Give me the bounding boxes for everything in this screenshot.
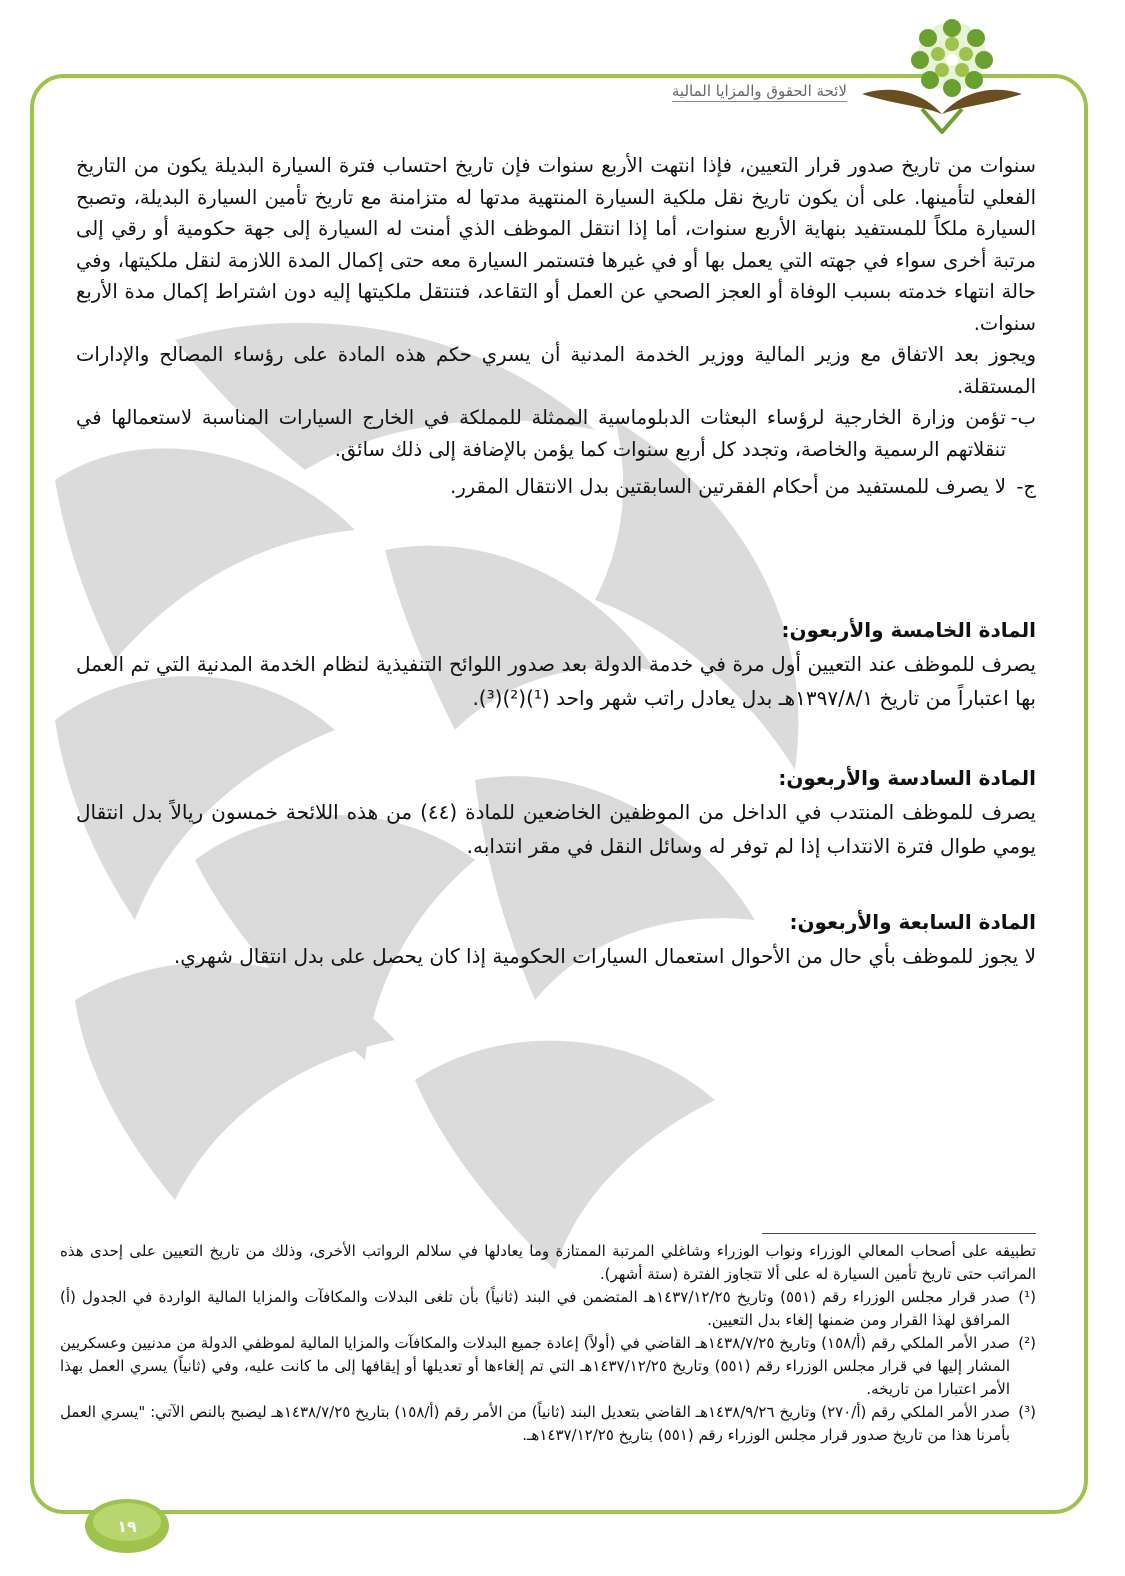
list-item-text: تؤمن وزارة الخارجية لرؤساء البعثات الدبلوماسية الممثلة للمملكة في الخارج السيارات المناسبة لاستعمالها في تنقلاتهم الرسمية والخاصة، وتجدد كل أربع سنوات كما يؤمن بالإضافة إلى ذلك سائق. <box>76 406 1006 461</box>
footnote <box>60 1332 1036 1401</box>
paragraph: سنوات من تاريخ صدور قرار التعيين، فإذا انتهت الأربع سنوات فإن تاريخ احتساب فترة السيارة البديلة يكون من التاريخ الفعلي لتأمينها. على أن يكون تاريخ نقل ملكية السيارة المنتهية مدتها له متزامنة مع تاريخ تأمين السيارة البديلة، وتصبح السيارة ملكاً للمستفيد بنهاية الأربع سنوات، أما إذا انتقل الموظف الذي أمنت له السيارة إلى جهة حكومية أو رقي إلى مرتبة أخرى سواء في جهته التي يعمل بها أو في غيرها فتستمر السيارة معه حتى إكمال المدة اللازمة لنقل ملكيتها، وفي حالة انتهاء خدمته بسبب الوفاة أو العجز الصحي عن العمل أو التقاعد، فتنتقل ملكيتها إليه دون اشتراط إكمال مدة الأربع سنوات. <box>76 154 1036 335</box>
article-title: المادة السادسة والأربعون: <box>778 765 1036 790</box>
article-body: يصرف للموظف المنتدب في الداخل من الموظفين الخاضعين للمادة (٤٤) من هذه اللائحة خمسون ريالاً بدل انتقال يومي طوال فترة الانتداب إذا لم توفر له وسائل النقل في مقر انتدابه. <box>76 799 1036 858</box>
article-body: يصرف للموظف عند التعيين أول مرة في خدمة الدولة بعد صدور اللوائح التنفيذية لنظام الخدمة المدنية التي تم العمل بها اعتباراً من تاريخ ١٣٩٧/٨/١هـ بدل يعادل راتب شهر واحد (¹)(²)(³). <box>76 651 1036 710</box>
article-title: المادة الخامسة والأربعون: <box>781 617 1036 642</box>
article-body: لا يجوز للموظف بأي حال من الأحوال استعمال السيارات الحكومية إذا كان يحصل على بدل انتقال شهري. <box>173 943 1036 968</box>
footnote <box>60 1401 1036 1447</box>
footnote <box>60 1286 1036 1332</box>
footnote-continuation: تطبيقه على أصحاب المعالي الوزراء ونواب الوزراء وشاغلي المرتبة الممتازة وما يعادلها في سلالم الرواتب الأخرى، وذلك من تاريخ التعيين على إحدى هذه المراتب حتى تاريخ تأمين السيارة له على ألا تتجاوز الفترة (ستة أشهر). <box>60 1242 1036 1283</box>
paragraph: ويجوز بعد الاتفاق مع وزير المالية ووزير الخدمة المدنية أن يسري حكم هذه المادة على رؤساء المصالح والإدارات المستقلة. <box>76 343 1036 398</box>
list-item-text: لا يصرف للمستفيد من أحكام الفقرتين السابقتين بدل الانتقال المقرر. <box>450 475 1006 498</box>
footnote-text: صدر الأمر الملكي رقم (أ/١٥٨) وتاريخ ١٤٣٨/٧/٢٥هـ القاضي في (أولاً) إعادة جميع البدلات والمكافآت والمزايا المالية لموظفي الدولة من مدنيين وعسكريين المشار إليها في قرار مجلس الوزراء رقم (٥٥١) وتاريخ ١٤٣٧/١٢/٢٥هـ التي تم إلغاءها أو تعديلها أو إيقافها إلى ما كانت عليه، وفي (ثانياً) يسري العمل بهذا الأمر اعتبارا من تاريخه. <box>60 1334 1011 1398</box>
list-item <box>76 402 1036 465</box>
footnote-label: (²) <box>1018 1334 1036 1352</box>
list-item-label: ج- <box>1016 475 1036 498</box>
list-item <box>76 471 1036 503</box>
footnotes <box>60 1240 1036 1447</box>
footnote-label: (¹) <box>1018 1288 1036 1306</box>
article-title: المادة السابعة والأربعون: <box>789 909 1036 934</box>
organization-logo <box>852 14 1032 134</box>
header-title: لائحة الحقوق والمزايا المالية <box>671 82 847 100</box>
footnote-label: (³) <box>1018 1403 1036 1421</box>
footnote-separator <box>762 1233 1036 1234</box>
footnote-text: صدر الأمر الملكي رقم (أ/٢٧٠) وتاريخ ١٤٣٨/٩/٢٦هـ القاضي بتعديل البند (ثانياً) من الأمر رقم (أ/١٥٨) بتاريخ ١٤٣٨/٧/٢٥هـ ليصبح بالنص الآتي: "يسري العمل بأمرنا هذا من تاريخ صدور قرار مجلس الوزراء رقم (٥٥١) بتاريخ ١٤٣٧/١٢/٢٥هـ. <box>60 1403 1011 1444</box>
main-content <box>76 150 1036 973</box>
page-number: ١٩ <box>117 1516 137 1536</box>
list-item-label: ب- <box>1010 406 1036 429</box>
page-number-badge <box>82 1492 172 1560</box>
footnote-text: صدر قرار مجلس الوزراء رقم (٥٥١) وتاريخ ١٤٣٧/١٢/٢٥هـ المتضمن في البند (ثانياً) بأن تلغى البدلات والمكافآت والمزايا المالية الواردة في الجدول (أ) المرافق لهذا القرار ومن ضمنها إلغاء بدل التعيين. <box>60 1288 1010 1329</box>
